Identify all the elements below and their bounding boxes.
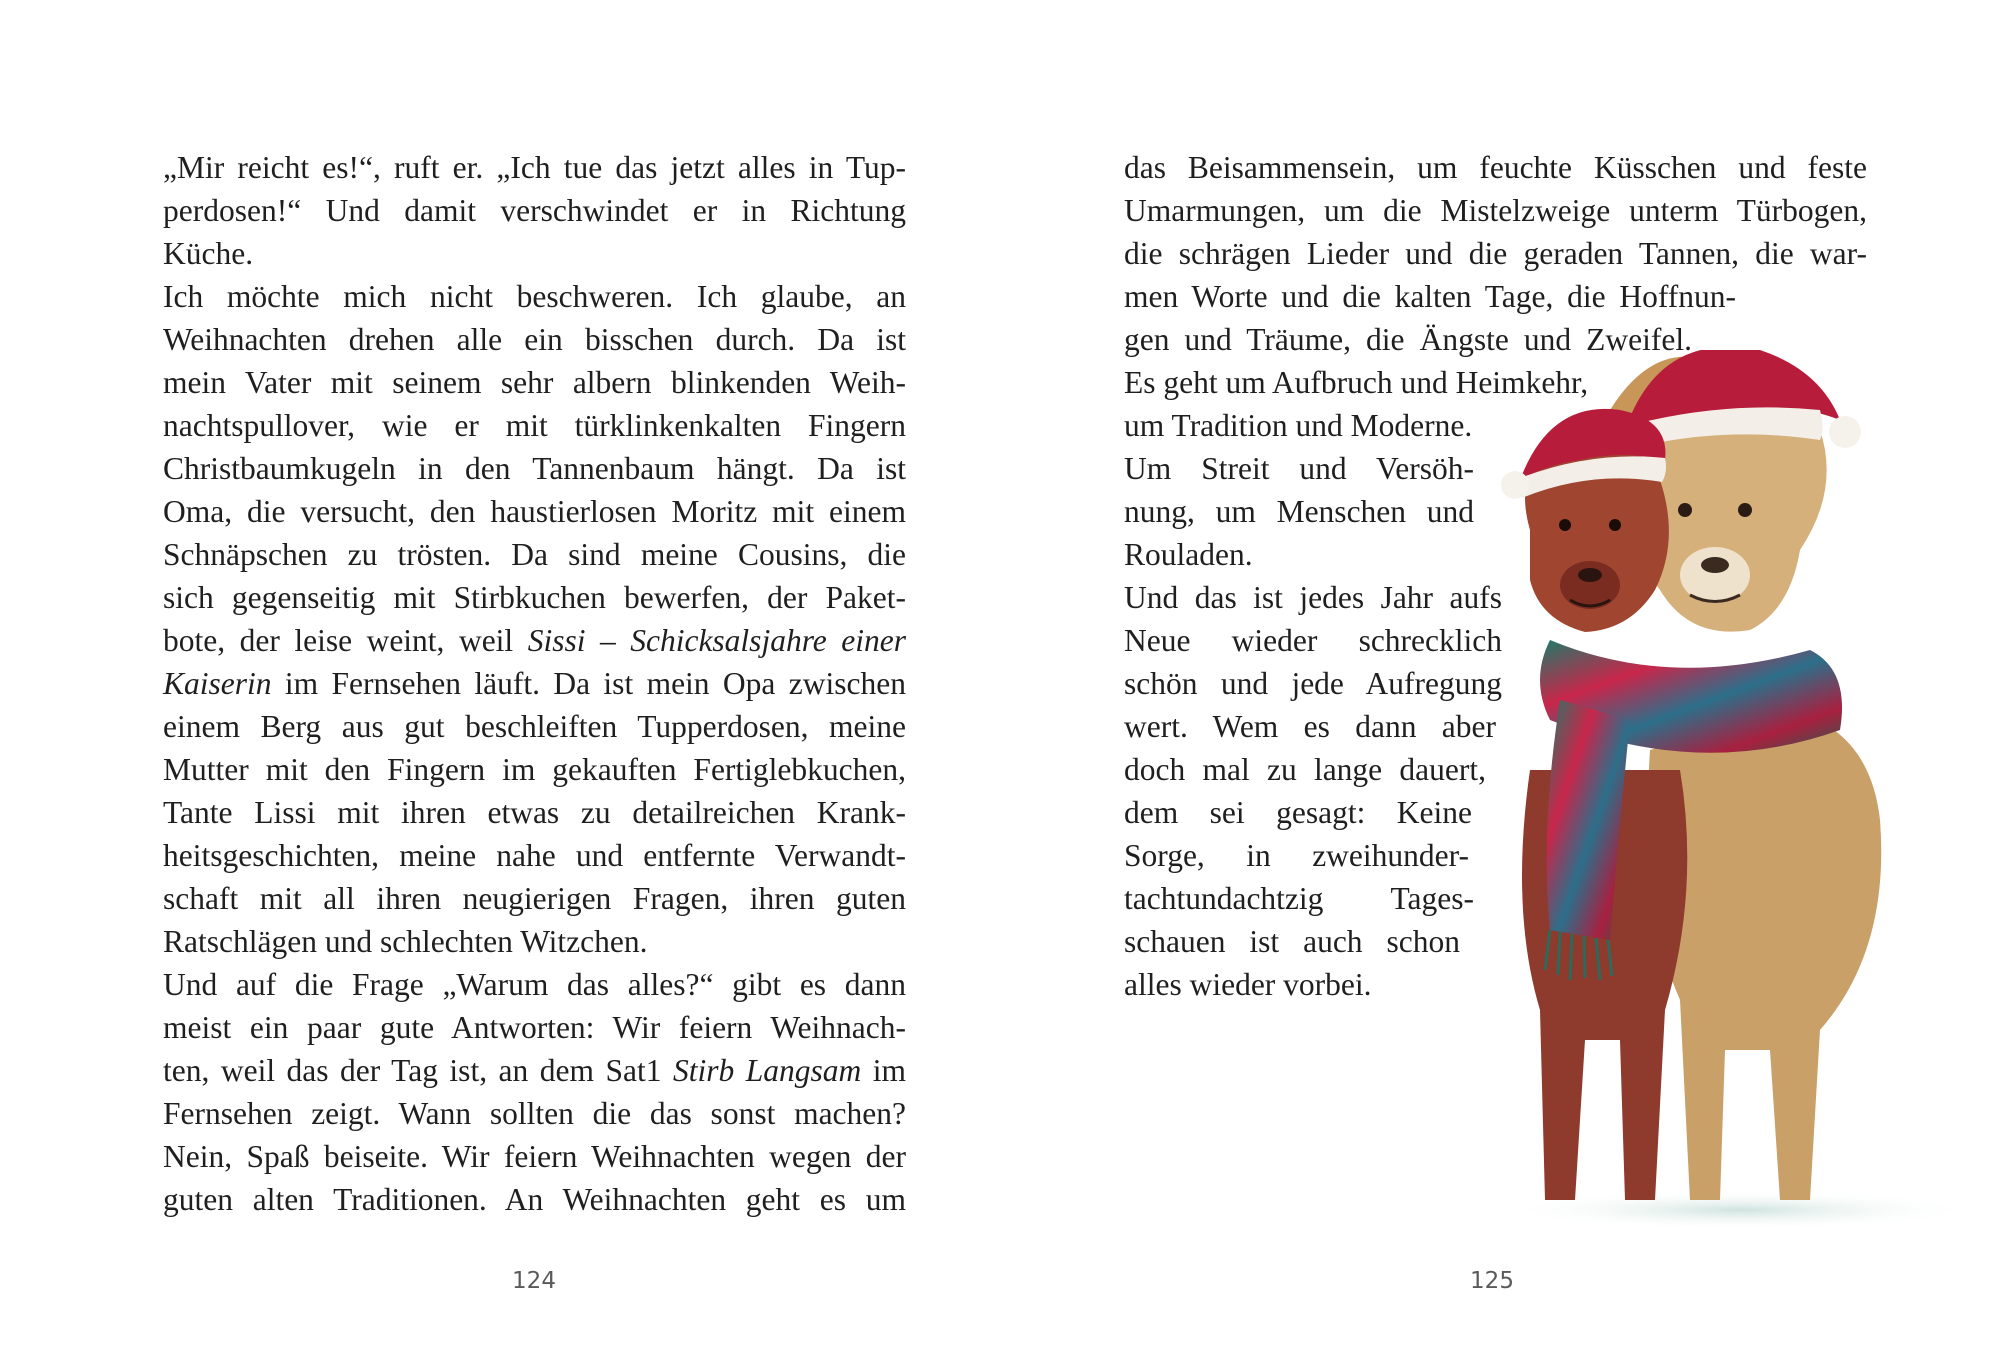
text-line: die schrägen Lieder und die geraden Tannen, die war- (1124, 236, 1867, 271)
text-line: Schnäpschen zu trösten. Da sind meine Cousins, die (163, 537, 906, 572)
text-line: Christbaumkugeln in den Tannenbaum hängt. Da ist (163, 451, 906, 486)
text-line: das Beisammensein, um feuchte Küsschen und feste (1124, 150, 1867, 185)
text-line: dem sei gesagt: Keine (1124, 795, 1472, 830)
text-line: perdosen!“ Und damit verschwindet er in Richtung (163, 193, 906, 228)
text-line: einem Berg aus gut beschleiften Tupperdosen, meine (163, 709, 906, 744)
alpaca-pair-illustration (1490, 350, 1970, 1230)
text-segment: im (861, 1053, 906, 1088)
text-line: Weihnachten drehen alle ein bisschen durch. Da ist (163, 322, 906, 357)
text-line: Ich möchte mich nicht beschweren. Ich glaube, an (163, 279, 906, 314)
text-line: Neue wieder schrecklich (1124, 623, 1502, 658)
text-line: Tante Lissi mit ihren etwas zu detailreichen Krank- (163, 795, 906, 830)
text-line: Umarmungen, um die Mistelzweige unterm Türbogen, (1124, 193, 1867, 228)
text-line (163, 619, 906, 662)
text-line: „Mir reicht es!“, ruft er. „Ich tue das jetzt alles in Tup- (163, 150, 906, 185)
text-line: Sorge, in zweihunder- (1124, 838, 1469, 873)
text-line: schaft mit all ihren neugierigen Fragen, ihren guten (163, 881, 906, 916)
text-line: Ratschlägen und schlechten Witzchen. (163, 924, 648, 959)
text-line: alles wieder vorbei. (1124, 967, 1372, 1002)
text-line: Oma, die versucht, den haustierlosen Moritz mit einem (163, 494, 906, 529)
text-line: tachtundachtzig Tages- (1124, 881, 1474, 916)
text-line: doch mal zu lange dauert, (1124, 752, 1486, 787)
text-line: Und auf die Frage „Warum das alles?“ gibt es dann (163, 967, 906, 1002)
italic-title: Kaiserin (163, 666, 272, 701)
text-line: gen und Träume, die Ängste und Zweifel. (1124, 322, 1692, 357)
text-line: Und das ist jedes Jahr aufs (1124, 580, 1502, 615)
text-line: sich gegenseitig mit Stirbkuchen bewerfen, der Paket- (163, 580, 906, 615)
text-line: nachtspullover, wie er mit türklinkenkalten Fingern (163, 408, 906, 443)
italic-title: Stirb Langsam (672, 1053, 862, 1088)
text-line: meist ein paar gute Antworten: Wir feiern Weihnach- (163, 1010, 906, 1045)
text-line: Um Streit und Versöh- (1124, 451, 1474, 486)
text-segment: im Fernsehen läuft. Da ist mein Opa zwischen (271, 666, 906, 701)
text-line: schön und jede Aufregung (1124, 666, 1502, 701)
text-line: wert. Wem es dann aber (1124, 709, 1496, 744)
page-number-left: 124 (512, 1268, 556, 1294)
text-segment: bote, der leise weint, weil (163, 623, 528, 658)
text-line: Es geht um Aufbruch und Heimkehr, (1124, 365, 1589, 400)
text-line (163, 1049, 906, 1092)
text-line: schauen ist auch schon (1124, 924, 1460, 959)
italic-title: Sissi – Schicksalsjahre einer (527, 623, 906, 658)
text-line: um Tradition und Moderne. (1124, 408, 1473, 443)
text-segment: ten, weil das der Tag ist, an dem Sat1 (163, 1053, 673, 1088)
text-line (163, 662, 906, 705)
text-line: Fernsehen zeigt. Wann sollten die das sonst machen? (163, 1096, 906, 1131)
text-line: guten alten Traditionen. An Weihnachten geht es um (163, 1182, 906, 1217)
text-line: Küche. (163, 236, 254, 271)
text-line: mein Vater mit seinem sehr albern blinkenden Weih- (163, 365, 906, 400)
text-line: Nein, Spaß beiseite. Wir feiern Weihnachten wegen der (163, 1139, 906, 1174)
text-line: heitsgeschichten, meine nahe und entfernte Verwandt- (163, 838, 906, 873)
text-line: Mutter mit den Fingern im gekauften Fertiglebkuchen, (163, 752, 906, 787)
text-line: nung, um Menschen und (1124, 494, 1474, 529)
text-line: men Worte und die kalten Tage, die Hoffnun- (1124, 279, 1736, 314)
page-number-right: 125 (1470, 1268, 1514, 1294)
text-line: Rouladen. (1124, 537, 1253, 572)
